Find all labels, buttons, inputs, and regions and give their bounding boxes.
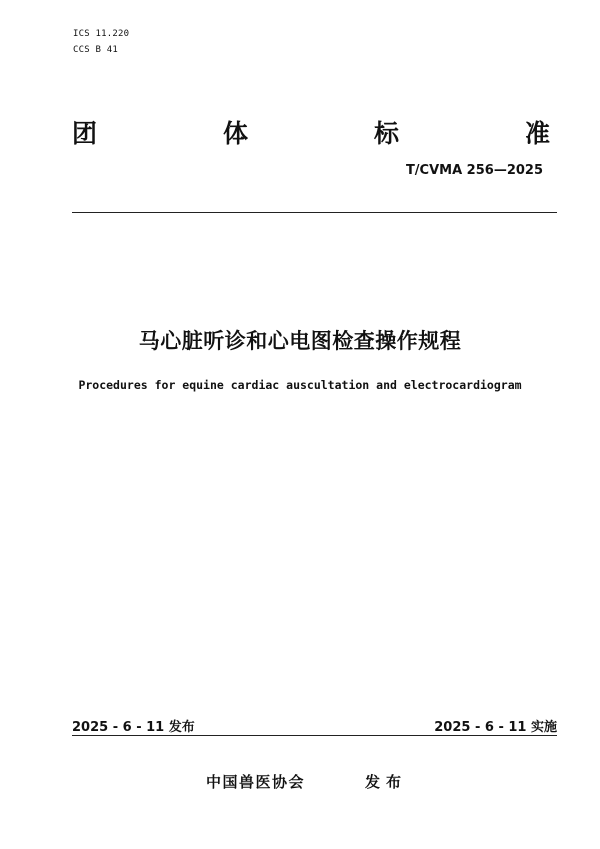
publisher-name: 中国兽医协会 [206,773,306,791]
standard-type-char: 准 [524,119,550,148]
implementation-date: 2025 - 6 - 11 实施 [434,720,557,735]
issue-date: 2025 - 6 - 11 发布 [72,720,195,735]
standard-number: T/CVMA 256—2025 [405,163,543,178]
publish-label: 发布 [365,773,408,791]
standard-type-char: 体 [222,119,248,148]
document-title-chinese: 马心脏听诊和心电图检查操作规程 [138,329,462,353]
footer-divider [72,735,557,736]
standard-type-char: 标 [373,119,399,148]
header-divider [72,212,557,213]
standard-type-heading [72,114,550,150]
ics-code: ICS 11.220 [73,29,130,39]
document-title-english: Procedures for equine cardiac auscultation and electrocardiogram [78,378,522,392]
standard-type-char: 团 [72,119,98,148]
ccs-code: CCS B 41 [73,45,118,55]
